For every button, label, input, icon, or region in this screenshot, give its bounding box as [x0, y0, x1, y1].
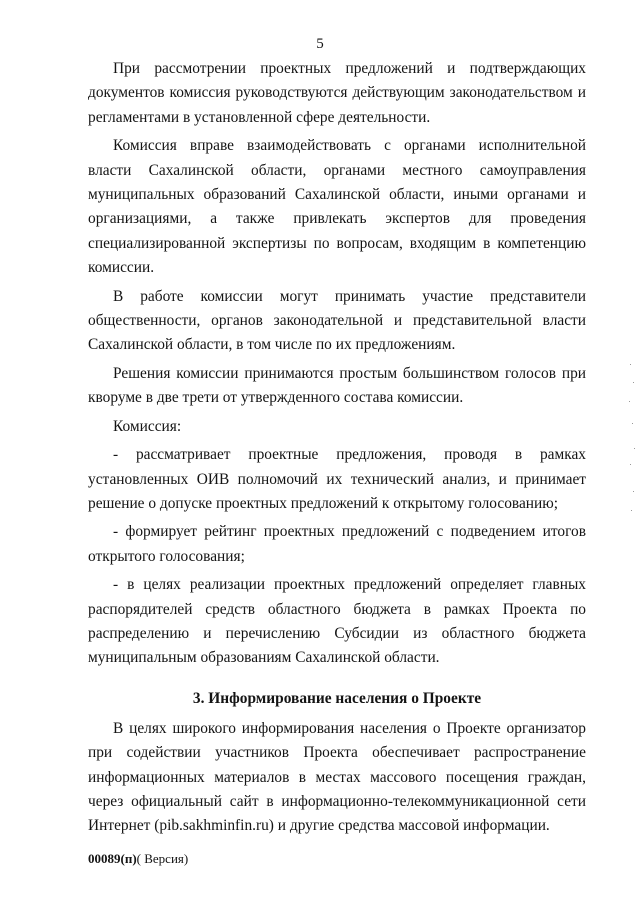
paragraph-commission-label: Комиссия:: [113, 417, 182, 435]
paragraph-participants: В работе комиссии могут принимать участие представители общественности, органов законодательной и представительной власти Сахалинской области, в том числе по их предложениям.: [88, 287, 586, 354]
document-footer: [88, 851, 188, 867]
footer-code: 00089(п): [88, 851, 137, 866]
paragraph-decisions: Решения комиссии принимаются простым большинством голосов при кворуме в две трети от утвержденного состава комиссии.: [88, 364, 586, 407]
footer-version: ( Версия): [136, 851, 189, 866]
scan-noise: [628, 360, 636, 520]
document-body: [88, 57, 586, 839]
list-item-review: - рассматривает проектные предложения, проводя в рамках установленных ОИВ полномочий их технический анализ, и принимает решение о допуске проектных предложений к открытому голосованию;: [88, 446, 586, 512]
paragraph-commission-rights: Комиссия вправе взаимодействовать с органами исполнительной власти Сахалинской области, органами местного самоуправления муниципальных образований Сахалинской области, иными органами и организациями, а также привлекать экспертов для проведения специализированной экспертизы по вопросам, входящим в компетенцию комиссии.: [88, 137, 586, 277]
page-number: 5: [316, 36, 324, 52]
paragraph-informing: В целях широкого информирования населения о Проекте организатор при содействии участников Проекта обеспечивает распространение информационных материалов в местах массового посещения граждан, через официальный сайт в информационно-телекоммуникационной сети Интернет (pib.sakhminfin.ru) и другие средства массовой информации.: [88, 719, 586, 835]
paragraph-review-rules: При рассмотрении проектных предложений и подтверждающих документов комиссия руководствуются действующим законодательством и регламентами в установленной сфере деятельности.: [88, 60, 586, 126]
section-heading: 3. Информирование населения о Проекте: [192, 689, 482, 707]
list-item-rating: - формирует рейтинг проектных предложений с подведением итогов открытого голосования;: [88, 523, 586, 565]
list-item-budget: - в целях реализации проектных предложений определяет главных распорядителей средств областного бюджета в рамках Проекта по распределению и перечислению Субсидии из областного бюджета муниципальным образованиям Сахалинской области.: [88, 576, 586, 667]
